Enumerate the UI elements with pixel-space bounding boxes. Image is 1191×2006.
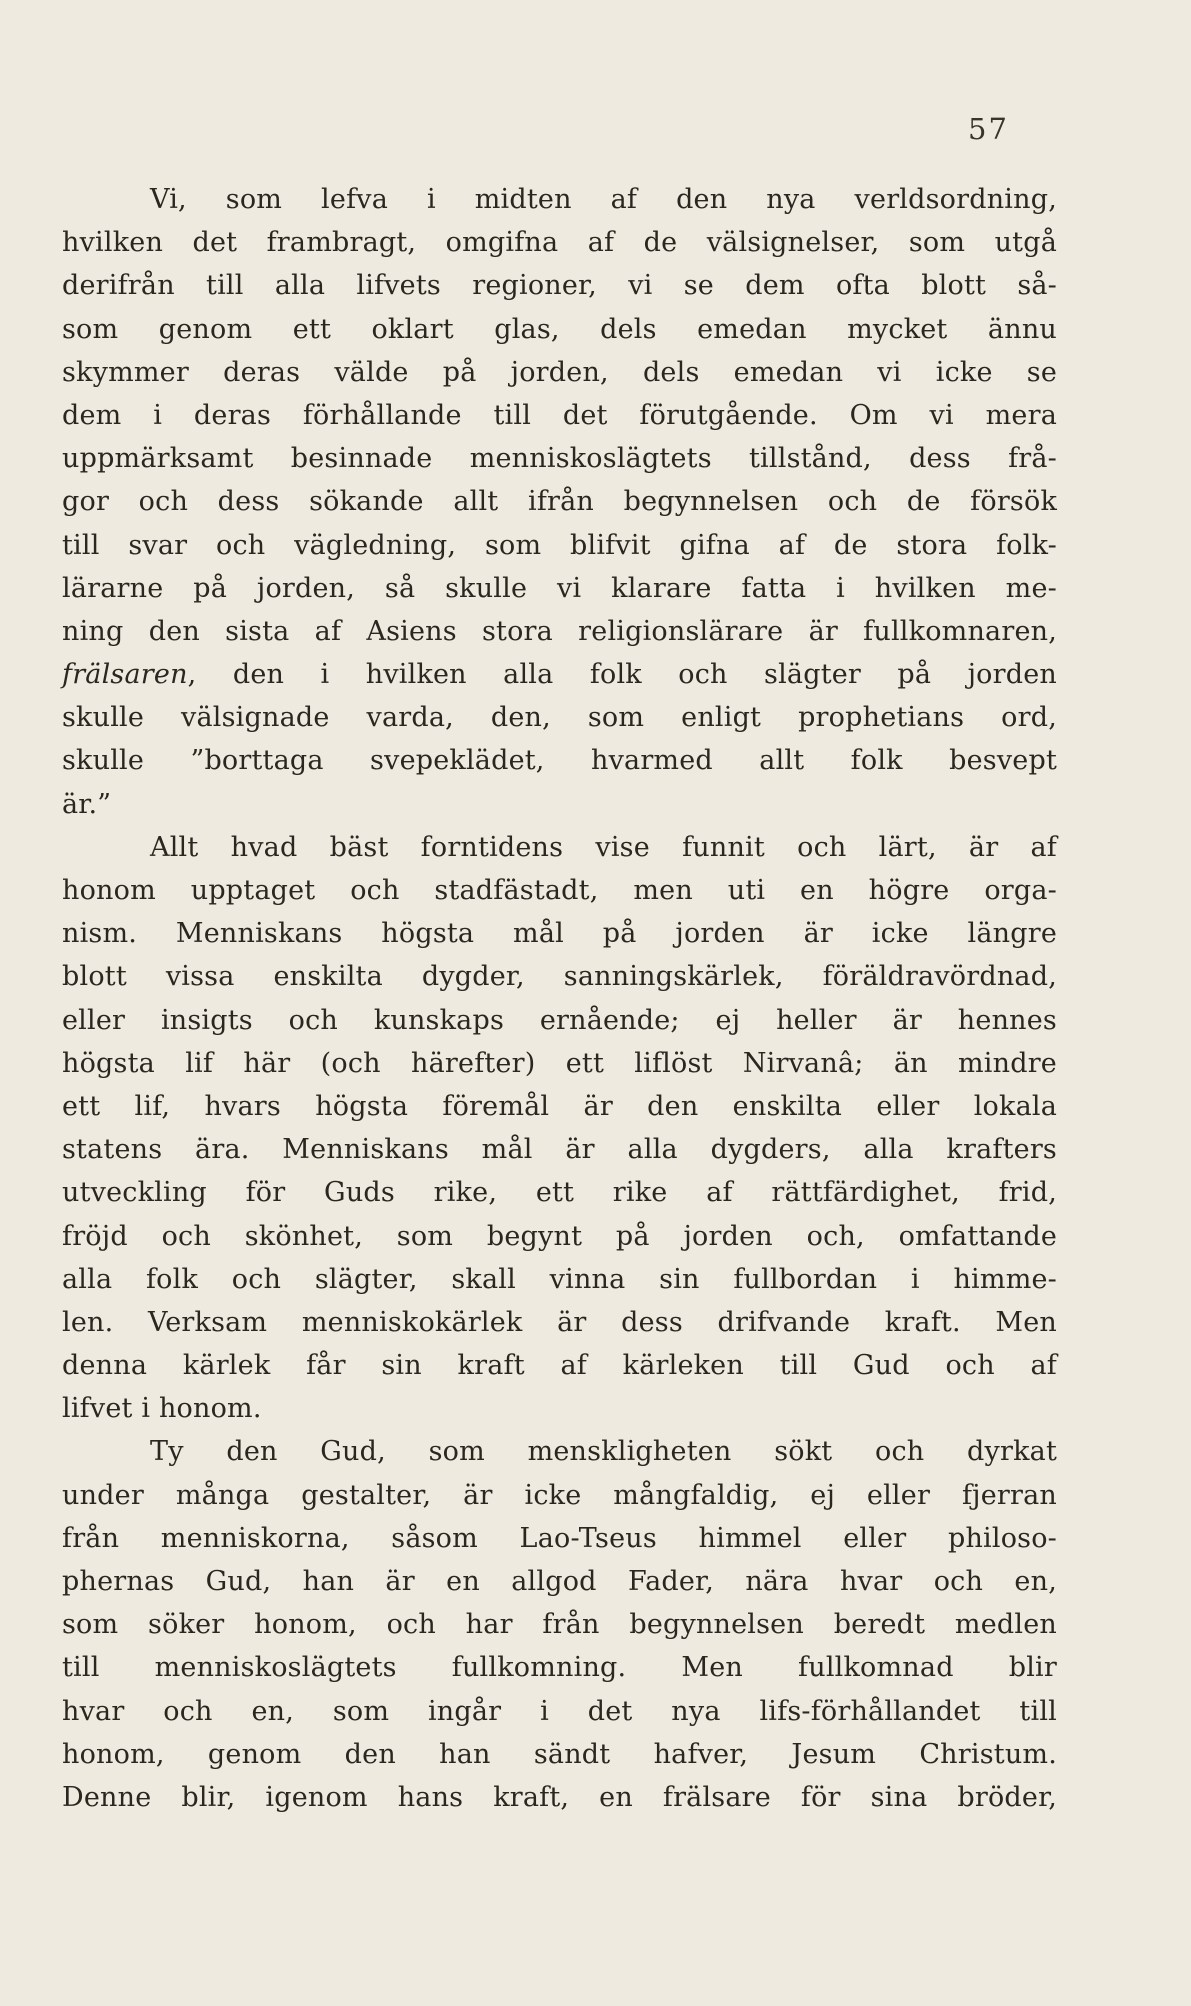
text-line: från menniskorna, såsom Lao-Tseus himmel eller philoso- <box>62 1522 1057 1554</box>
body-text <box>62 178 1057 1819</box>
emphasized-word: frälsaren <box>62 659 188 691</box>
text-line: blott vissa enskilta dygder, sanningskärlek, föräldravördnad, <box>62 961 1057 993</box>
text-line: hvar och en, som ingår i det nya lifs-förhållandet till <box>62 1695 1057 1727</box>
text-line-emphasis: frälsaren, den i hvilken alla folk och slägter på jorden <box>62 659 1057 691</box>
text-line: len. Verksam menniskokärlek är dess drifvande kraft. Men <box>62 1306 1057 1338</box>
text-line: Denne blir, igenom hans kraft, en frälsare för sina bröder, <box>62 1781 1057 1813</box>
text-line: fröjd och skönhet, som begynt på jorden och, omfattande <box>62 1220 1057 1252</box>
text-line: som söker honom, och har från begynnelsen beredt medlen <box>62 1609 1057 1641</box>
text-line: statens ära. Menniskans mål är alla dygders, alla krafters <box>62 1134 1057 1166</box>
text-line: Vi, som lefva i midten af den nya verldsordning, <box>150 184 1057 215</box>
text-line: phernas Gud, han är en allgod Fader, nära hvar och en, <box>62 1566 1057 1597</box>
text-line: lärarne på jorden, så skulle vi klarare fatta i hvilken me- <box>62 572 1057 604</box>
text-line: skulle välsignade varda, den, som enligt prophetians ord, <box>62 702 1057 734</box>
text-line: utveckling för Guds rike, ett rike af rättfärdighet, frid, <box>62 1177 1057 1209</box>
text-line: högsta lif här (och härefter) ett liflöst Nirvanâ; än mindre <box>62 1047 1057 1079</box>
text-line: skymmer deras välde på jorden, dels emedan vi icke se <box>62 356 1057 388</box>
text-line: under många gestalter, är icke mångfaldig, ej eller fjerran <box>62 1479 1057 1511</box>
page-number: 57 <box>968 112 1009 146</box>
text-line: nism. Menniskans högsta mål på jorden är icke längre <box>62 918 1057 950</box>
text-line: skulle ”borttaga svepeklädet, hvarmed allt folk besvept <box>62 745 1057 777</box>
text-line: ett lif, hvars högsta föremål är den enskilta eller lokala <box>62 1090 1057 1122</box>
text-line: till svar och vägledning, som blifvit gifna af de stora folk- <box>62 529 1057 561</box>
text-line: hvilken det frambragt, omgifna af de välsignelser, som utgå <box>62 227 1057 259</box>
text-line: ning den sista af Asiens stora religionslärare är fullkomnaren, <box>62 615 1057 647</box>
text-line: eller insigts och kunskaps ernående; ej heller är hennes <box>62 1004 1057 1036</box>
text-line: Allt hvad bäst forntidens vise funnit och lärt, är af <box>150 831 1057 863</box>
text-line: till menniskoslägtets fullkomning. Men fullkomnad blir <box>62 1652 1057 1684</box>
text-line: uppmärksamt besinnade menniskoslägtets tillstånd, dess frå- <box>62 443 1057 475</box>
text-line: Ty den Gud, som menskligheten sökt och dyrkat <box>150 1436 1057 1468</box>
text-line: som genom ett oklart glas, dels emedan mycket ännu <box>62 313 1057 345</box>
text-line: derifrån till alla lifvets regioner, vi se dem ofta blott så- <box>62 270 1057 302</box>
text-line: gor och dess sökande allt ifrån begynnelsen och de försök <box>62 486 1057 518</box>
text-line: honom, genom den han sändt hafver, Jesum Christum. <box>62 1738 1057 1770</box>
text-line: är.” <box>62 788 112 820</box>
text-line: dem i deras förhållande till det förutgående. Om vi mera <box>62 399 1057 431</box>
text-line: alla folk och slägter, skall vinna sin fullbordan i himme- <box>62 1263 1057 1295</box>
text-line: lifvet i honom. <box>62 1393 262 1425</box>
text-line: denna kärlek får sin kraft af kärleken till Gud och af <box>62 1350 1057 1382</box>
text-line: honom upptaget och stadfästadt, men uti en högre orga- <box>62 875 1057 906</box>
